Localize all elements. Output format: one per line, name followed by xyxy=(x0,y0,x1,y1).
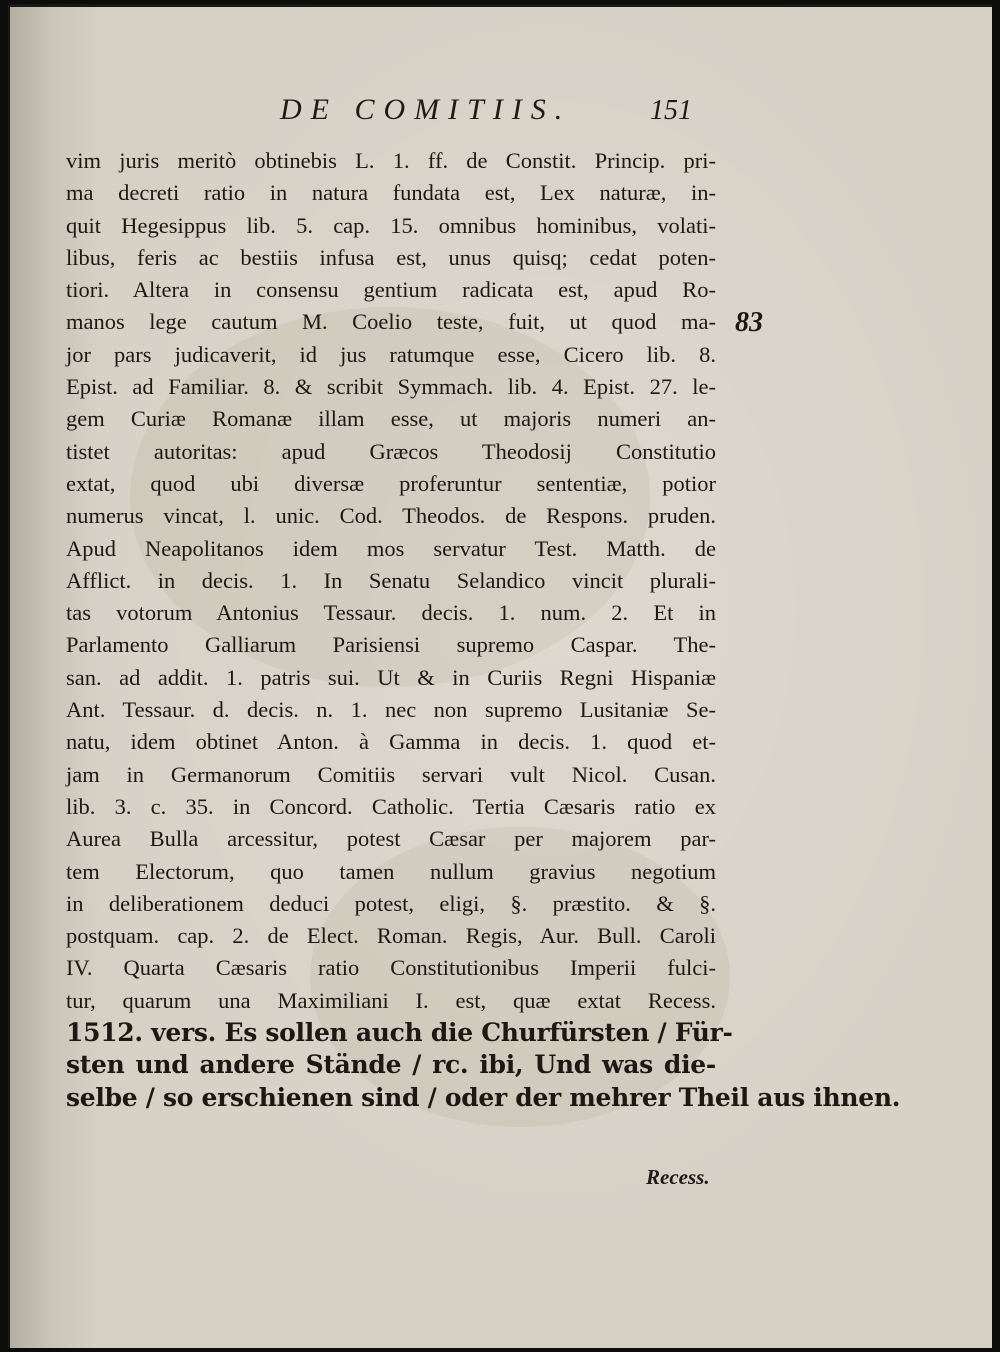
book-page xyxy=(8,4,992,1348)
page-header xyxy=(10,89,992,129)
text-line: postquam. cap. 2. de Elect. Roman. Regis, Aur. Bull. Caroli xyxy=(66,923,716,949)
running-title: DE COMITIIS. xyxy=(280,93,572,126)
text-line: natu, idem obtinet Anton. à Gamma in decis. 1. quod et- xyxy=(66,729,716,755)
text-line: Aurea Bulla arcessitur, potest Cæsar per majorem par- xyxy=(66,826,716,852)
text-line: vim juris meritò obtinebis L. 1. ff. de Constit. Princip. pri- xyxy=(66,148,716,173)
text-line: extat, quod ubi diversæ proferuntur sententiæ, potior xyxy=(66,470,716,496)
margin-note: 83 xyxy=(735,307,763,338)
text-line: numerus vincat, l. unic. Cod. Theodos. de Respons. pruden. xyxy=(66,503,716,529)
catchword: Recess. xyxy=(646,1165,710,1189)
text-line: libus, feris ac bestiis infusa est, unus quisq; cedat poten- xyxy=(66,244,716,270)
text-line: Afflict. in decis. 1. In Senatu Selandico vincit plurali- xyxy=(66,567,716,593)
text-line: Ant. Tessaur. d. decis. n. 1. nec non supremo Lusitaniæ Se- xyxy=(66,697,716,723)
text-line: tem Electorum, quo tamen nullum gravius negotium xyxy=(66,858,716,884)
text-line: Apud Neapolitanos idem mos servatur Test. Matth. de xyxy=(66,535,716,561)
text-line: tas votorum Antonius Tessaur. decis. 1. num. 2. Et in xyxy=(66,600,716,626)
page-number: 151 xyxy=(650,95,692,126)
text-line: jor pars judicaverit, id jus ratumque esse, Cicero lib. 8. xyxy=(66,341,716,367)
text-line-blackletter: sten und andere Stände / rc. ibi, Und was die- xyxy=(66,1050,716,1080)
text-line: Epist. ad Familiar. 8. & scribit Symmach. lib. 4. Epist. 27. le- xyxy=(66,374,716,400)
text-line: in deliberationem deduci potest, eligi, §. præstito. & §. xyxy=(66,890,716,916)
text-line: tiori. Altera in consensu gentium radicata est, apud Ro- xyxy=(66,277,716,303)
text-line: ma decreti ratio in natura fundata est, Lex naturæ, in- xyxy=(66,180,716,206)
text-line: san. ad addit. 1. patris sui. Ut & in Curiis Regni Hispaniæ xyxy=(66,664,716,690)
text-line: quit Hegesippus lib. 5. cap. 15. omnibus hominibus, volati- xyxy=(66,212,716,238)
text-line: tistet autoritas: apud Græcos Theodosij Constitutio xyxy=(66,438,716,464)
text-line: IV. Quarta Cæsaris ratio Constitutionibus Imperii fulci- xyxy=(66,955,716,981)
text-line: Parlamento Galliarum Parisiensi supremo Caspar. The- xyxy=(66,632,716,658)
text-line: manos lege cautum M. Coelio teste, fuit, ut quod ma- xyxy=(66,309,716,335)
text-line: jam in Germanorum Comitiis servari vult Nicol. Cusan. xyxy=(66,761,716,787)
text-line: lib. 3. c. 35. in Concord. Catholic. Tertia Cæsaris ratio ex xyxy=(66,793,716,819)
text-line: gem Curiæ Romanæ illam esse, ut majoris numeri an- xyxy=(66,406,716,432)
text-line-blackletter: 1512. vers. Es sollen auch die Churfürsten / Für- xyxy=(66,1018,733,1048)
text-line-blackletter: selbe / so erschienen sind / oder der mehrer Theil aus ihnen. xyxy=(66,1082,901,1112)
text-line: tur, quarum una Maximiliani I. est, quæ extat Recess. xyxy=(66,987,716,1013)
